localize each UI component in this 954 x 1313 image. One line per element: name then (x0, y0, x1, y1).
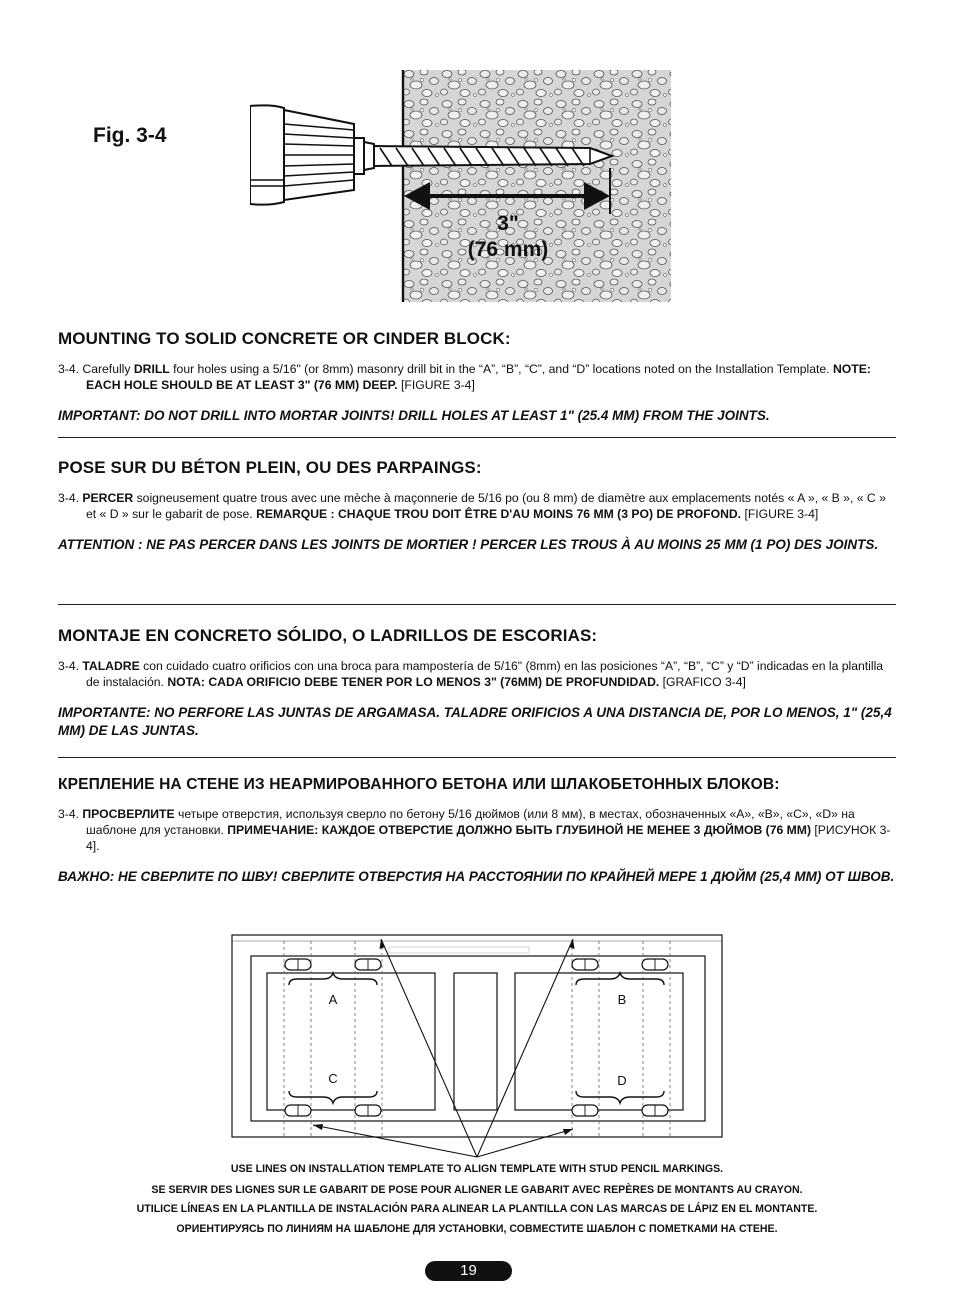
drill-illustration (250, 68, 674, 304)
hole-label-b: B (617, 992, 627, 1007)
section-english (58, 329, 896, 425)
installation-template-illustration (229, 933, 725, 1161)
caption-spanish: UTILICE LÍNEAS EN LA PLANTILLA DE INSTALACIÓN PARA ALINEAR LA PLANTILLA CON LAS MARCAS DE LÁPIZ EN EL MONTANTE. (136, 1203, 818, 1215)
warning-text: ВАЖНО: НЕ СВЕРЛИТЕ ПО ШВУ! СВЕРЛИТЕ ОТВЕРСТИЯ НА РАССТОЯНИИ ПО КРАЙНЕЙ МЕРЕ 1 ДЮЙМ (25,4 ММ) ОТ ШВОВ. (58, 869, 895, 884)
caption-french: SE SERVIR DES LIGNES SUR LE GABARIT DE POSE POUR ALIGNER LE GABARIT AVEC REPÈRES DE MONTANTS AU CRAYON. (151, 1184, 803, 1196)
step-text: 3-4. PERCER soigneusement quatre trous avec une mèche à maçonnerie de 5/16 po (ou 8 mm) de diamètre aux emplacements notés « A », « B », « C » et « D » sur le gabarit de pose. REMARQUE : CHAQUE TROU DOIT ÊTRE D'AU MOINS 76 MM (3 PO) DE PROFOND. [FIGURE 3-4] (58, 491, 886, 521)
caption-russian: ОРИЕНТИРУЯСЬ ПО ЛИНИЯМ НА ШАБЛОНЕ ДЛЯ УСТАНОВКИ, СОВМЕСТИТЕ ШАБЛОН С ПОМЕТКАМИ НА СТЕНЕ. (176, 1223, 778, 1235)
depth-inch-label: 3" (497, 212, 519, 235)
warning-text: IMPORTANT: DO NOT DRILL INTO MORTAR JOINTS! DRILL HOLES AT LEAST 1" (25.4 MM) FROM THE JOINTS. (58, 408, 770, 423)
masonry-drill-bit (374, 146, 612, 166)
section-russian (58, 776, 896, 886)
section-divider (58, 757, 896, 758)
page-number-badge: 19 (425, 1261, 512, 1281)
section-heading: КРЕПЛЕНИЕ НА СТЕНЕ ИЗ НЕАРМИРОВАННОГО БЕТОНА ИЛИ ШЛАКОБЕТОННЫХ БЛОКОВ: (58, 776, 780, 793)
section-heading: POSE SUR DU BÉTON PLEIN, OU DES PARPAINGS: (58, 458, 482, 477)
step-text: 3-4. ПРОСВЕРЛИТЕ четыре отверстия, используя сверло по бетону 5/16 дюймов (или 8 мм), в местах, обозначенных «A», «B», «C», «D» на шаблоне для установки. ПРИМЕЧАНИЕ: КАЖДОЕ ОТВЕРСТИЕ ДОЛЖНО БЫТЬ ГЛУБИНОЙ НЕ МЕНЕЕ 3 ДЮЙМОВ (76 ММ) [РИСУНОК 3-4]. (58, 807, 891, 853)
warning-text: IMPORTANTE: NO PERFORE LAS JUNTAS DE ARGAMASA. TALADRE ORIFICIOS A UNA DISTANCIA DE, POR LO MENOS, 1" (25,4 MM) DE LAS JUNTAS. (58, 705, 892, 738)
section-heading: MOUNTING TO SOLID CONCRETE OR CINDER BLOCK: (58, 329, 511, 348)
concrete-block (403, 70, 671, 302)
step-text: 3-4. TALADRE con cuidado cuatro orificios con una broca para mampostería de 5/16" (8mm) en las posiciones “A”, “B”, “C” y “D” indicadas en la plantilla de instalación. NOTA: CADA ORIFICIO DEBE TENER POR LO MENOS 3" (76MM) DE PROFUNDIDAD. [GRAFICO 3-4] (58, 659, 884, 689)
step-text: 3-4. Carefully DRILL four holes using a 5/16" (or 8mm) masonry drill bit in the “A”, “B”, “C”, and “D” locations noted on the Installation Template. NOTE: EACH HOLE SHOULD BE AT LEAST 3" (76 MM) DEEP. [FIGURE 3-4] (58, 362, 871, 392)
section-divider (58, 604, 896, 605)
section-spanish (58, 626, 896, 740)
section-french (58, 458, 896, 554)
figure-label: Fig. 3-4 (93, 124, 167, 147)
section-heading: MONTAJE EN CONCRETO SÓLIDO, O LADRILLOS DE ESCORIAS: (58, 626, 598, 645)
hole-label-d: D (617, 1073, 627, 1088)
caption-english: USE LINES ON INSTALLATION TEMPLATE TO ALIGN TEMPLATE WITH STUD PENCIL MARKINGS. (230, 1163, 724, 1175)
warning-text: ATTENTION : NE PAS PERCER DANS LES JOINTS DE MORTIER ! PERCER LES TROUS À AU MOINS 25 MM (1 PO) DES JOINTS. (58, 537, 879, 552)
section-divider (58, 437, 896, 438)
hole-label-c: C (328, 1071, 338, 1086)
depth-mm-label: (76 mm) (467, 238, 549, 261)
drill-chuck (250, 105, 374, 204)
hole-label-a: A (328, 992, 338, 1007)
